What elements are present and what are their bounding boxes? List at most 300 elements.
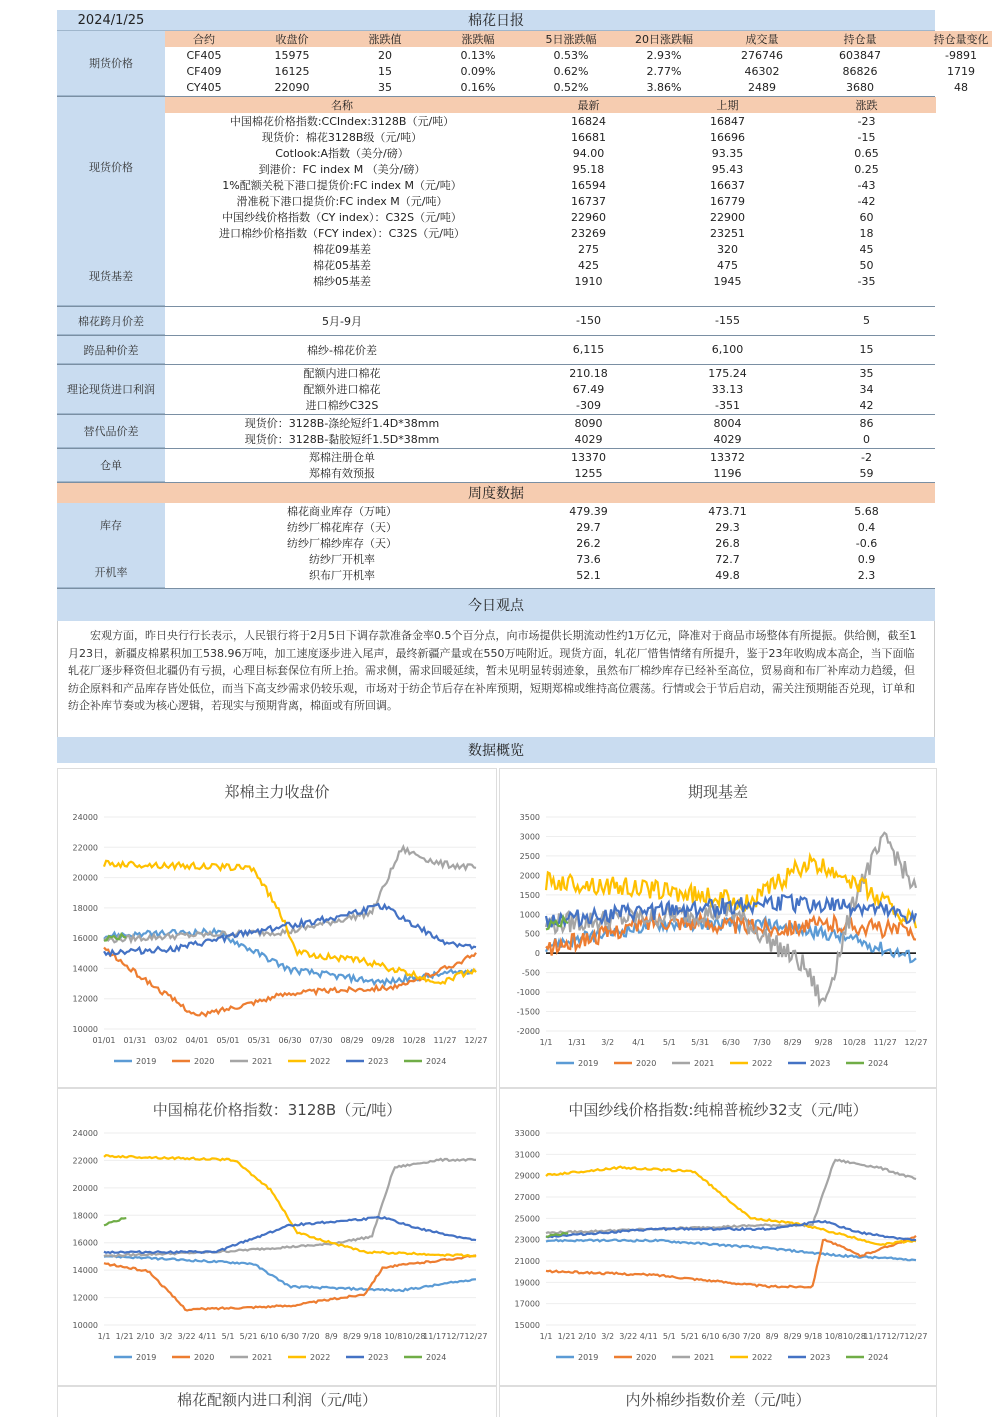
spot-row — [165, 113, 936, 129]
x-tick-label: 1/21 — [557, 1332, 576, 1341]
y-tick-label: 500 — [524, 929, 540, 939]
spot-row — [165, 273, 936, 289]
weekly-cell: 49.8 — [715, 568, 740, 582]
y-tick-label: 3000 — [519, 832, 540, 842]
x-tick-label: 05/01 — [216, 1036, 240, 1045]
weekly-cell: 棉花商业库存（万吨） — [287, 505, 397, 518]
spot-cell: 16779 — [710, 194, 745, 208]
x-tick-label: 4/11 — [639, 1332, 658, 1341]
chart-basis-title: 期现基差 — [687, 783, 748, 801]
import-profit-cell: 35 — [859, 366, 874, 380]
weekly-cell: 5.68 — [854, 504, 879, 518]
spot-cell: 425 — [578, 258, 599, 272]
spot-cell: 16847 — [710, 114, 745, 128]
report-date: 2024/1/25 — [77, 12, 145, 28]
weekly-section — [57, 503, 935, 589]
x-tick-label: 1/1 — [539, 1332, 553, 1341]
spot-cell: 16681 — [571, 130, 606, 144]
x-tick-label: 10/8 — [824, 1332, 843, 1341]
y-tick-label: 10000 — [72, 1321, 98, 1330]
spread-cross-section — [57, 336, 935, 365]
x-tick-label: 11/17 — [423, 1332, 447, 1341]
chart-zce-close-title: 郑棉主力收盘价 — [224, 783, 330, 801]
spot-cell: Cotlook:A指数（美分/磅） — [275, 147, 409, 160]
x-tick-label: 5/21 — [239, 1332, 258, 1341]
series-line-2021 — [104, 1159, 476, 1257]
series-line-2019 — [104, 1256, 476, 1292]
spread-month-latest: -150 — [576, 314, 601, 327]
spot-cell: 1910 — [574, 274, 603, 288]
x-tick-label: 3/22 — [619, 1332, 638, 1341]
spot-cell: 23251 — [710, 226, 745, 240]
futures-section — [57, 31, 989, 97]
substitute-cell: 现货价：3128B-涤纶短纤1.4D*38mm — [244, 417, 440, 430]
x-tick-label: 01/31 — [123, 1036, 147, 1045]
today-view-text: 宏观方面，昨日央行行长表示，人民银行将于2月5日下调存款准备金率0.5个百分点，向市场提供长期流动性约1万亿元，降准对于商品市场整体有所提振。供给侧，截至1月23日，新疆皮棉累积加工538.96万吨，加工速度逐步进入尾声，最终新疆产量或在550万吨附近。现货方面，轧花厂惜售情绪有所提升，鉴于23年收购成本高企，当下面临轧花厂逐步释资但北疆仍有亏损，心理目标套保位有所上抬。需求侧，需求回暖延续，暂未见明显转弱迹象，虽然布厂棉纱库存已经补至高位，贸易商和布厂补库动力趋缓，但纺企原料和产品库存皆处低位，而当下高支纱需求仍较乐观，市场对于纺企节后存在补库预期，短期郑棉或维持高位震荡。行情或会于节后启动，需关注预期能否兑现，订单和纺企补库节奏或为核心逻辑，若现实与预期背离，棉面或有所回调。 — [57, 621, 935, 737]
charts-area — [57, 768, 935, 1409]
spread-cross-label: 跨品种价差 — [57, 336, 165, 364]
futures-cell: 0.13% — [460, 48, 496, 62]
y-tick-label: 22000 — [72, 843, 98, 853]
futures-row — [165, 63, 992, 79]
spot-header-cell: 名称 — [331, 99, 353, 112]
futures-cell: 2.93% — [646, 48, 682, 62]
y-tick-label: 12000 — [72, 994, 98, 1004]
y-tick-label: 16000 — [72, 934, 98, 944]
legend-label: 2019 — [578, 1059, 599, 1068]
spread-cross-name: 棉纱-棉花价差 — [307, 343, 377, 357]
futures-cell: 2.77% — [646, 64, 682, 78]
spread-cross-chg: 15 — [859, 343, 874, 356]
legend-label: 2023 — [810, 1353, 831, 1362]
y-tick-label: 1500 — [519, 890, 540, 900]
substitute-cell: 4029 — [713, 432, 742, 446]
spot-cell: 95.18 — [572, 162, 605, 176]
spot-cell: 棉纱05基差 — [313, 275, 371, 288]
warehouse-cell: 1255 — [574, 466, 603, 480]
x-tick-label: 10/28 — [842, 1038, 866, 1047]
spot-header-cell: 涨跌 — [855, 99, 878, 112]
x-tick-label: 3/2 — [601, 1332, 615, 1341]
spot-cell: -43 — [857, 178, 876, 192]
substitute-row — [165, 431, 936, 447]
futures-row — [165, 79, 992, 95]
basis-label: 现货基差 — [89, 269, 133, 283]
spot-cell: 1%配额关税下港口提货价:FC index M（元/吨） — [222, 179, 462, 192]
chart-basis-plot — [500, 769, 936, 1087]
x-tick-label: 10/28 — [402, 1036, 426, 1045]
import-profit-cell: 33.13 — [711, 382, 744, 396]
weekly-cell: 0.9 — [857, 552, 876, 566]
stock-label: 库存 — [100, 518, 122, 532]
x-tick-label: 3/22 — [177, 1332, 196, 1341]
legend-label: 2020 — [194, 1353, 215, 1362]
warehouse-row — [165, 465, 936, 481]
substitute-label: 替代品价差 — [57, 415, 165, 448]
legend-label: 2023 — [810, 1059, 831, 1068]
futures-cell: 0.62% — [553, 64, 589, 78]
spot-cell: 0.65 — [854, 146, 879, 160]
spread-month-section — [57, 307, 935, 336]
chart-import-profit-title: 棉花配额内进口利润（元/吨） — [176, 1391, 378, 1409]
futures-header-cell: 20日涨跌幅 — [635, 33, 693, 46]
y-tick-label: 27000 — [514, 1193, 540, 1202]
y-tick-label: 25000 — [514, 1214, 540, 1224]
x-tick-label: 8/9 — [324, 1332, 338, 1341]
spot-cell: 16696 — [710, 130, 745, 144]
spot-cell: 22900 — [710, 210, 745, 224]
legend-label: 2024 — [426, 1353, 447, 1362]
spot-cell: -15 — [857, 130, 876, 144]
x-tick-label: 6/30 — [281, 1332, 299, 1341]
spread-month-name: 5月-9月 — [322, 314, 362, 328]
chart-basis — [499, 768, 937, 1088]
spread-month-label: 棉花跨月价差 — [57, 307, 165, 335]
substitute-cell: 0 — [863, 432, 870, 446]
x-tick-label: 5/31 — [691, 1038, 710, 1047]
chart-yarn-spread-title: 内外棉纱指数价差（元/吨） — [625, 1391, 811, 1409]
x-tick-label: 1/31 — [567, 1038, 586, 1047]
x-tick-label: 11/27 — [433, 1036, 457, 1045]
weekly-row — [165, 551, 936, 567]
x-tick-label: 5/1 — [662, 1038, 676, 1047]
futures-header-cell: 5日涨跌幅 — [545, 33, 597, 46]
futures-header-cell: 合约 — [193, 33, 215, 46]
warehouse-row — [165, 449, 936, 465]
weekly-cell: 0.4 — [857, 520, 876, 534]
x-tick-label: 9/18 — [804, 1332, 823, 1341]
legend-label: 2021 — [694, 1059, 715, 1068]
spot-cell: 16594 — [571, 178, 606, 192]
futures-row — [165, 47, 992, 63]
rate-label: 开机率 — [94, 565, 128, 579]
spot-label: 现货价格 — [89, 160, 133, 174]
x-tick-label: 12/27 — [464, 1036, 488, 1045]
x-tick-label: 10/28 — [842, 1332, 866, 1341]
x-tick-label: 12/27 — [904, 1332, 928, 1341]
legend-label: 2021 — [252, 1057, 273, 1066]
y-tick-label: 0 — [534, 949, 540, 959]
weekly-row — [165, 503, 936, 519]
import-profit-cell: -351 — [715, 398, 740, 412]
legend-label: 2022 — [310, 1057, 331, 1066]
x-tick-label: 5/1 — [662, 1332, 676, 1341]
spot-cell: 50 — [859, 258, 874, 272]
substitute-cell: 现货价：3128B-黏胶短纤1.5D*38mm — [244, 433, 440, 446]
x-tick-label: 9/28 — [814, 1038, 833, 1047]
x-tick-label: 1/1 — [97, 1332, 111, 1341]
legend-label: 2019 — [136, 1353, 157, 1362]
x-tick-label: 05/31 — [247, 1036, 271, 1045]
x-tick-label: 12/27 — [464, 1332, 488, 1341]
spread-cross-latest: 6,115 — [572, 343, 605, 356]
import-profit-row — [165, 365, 936, 381]
spot-cell: 棉花09基差 — [313, 243, 371, 256]
y-tick-label: 31000 — [514, 1150, 540, 1160]
chart-cc-index — [57, 1088, 497, 1386]
spot-cell: 475 — [717, 258, 738, 272]
warehouse-cell: 郑棉有效预报 — [309, 467, 375, 480]
spot-cell: -35 — [857, 274, 876, 288]
warehouse-cell: 1196 — [713, 466, 742, 480]
weekly-cell: 479.39 — [569, 504, 608, 518]
y-tick-label: 15000 — [514, 1321, 540, 1330]
futures-cell: 15 — [378, 64, 392, 78]
legend-label: 2023 — [368, 1057, 389, 1066]
series-line-2023 — [104, 904, 476, 955]
weekly-cell: 73.6 — [576, 552, 601, 566]
weekly-cell: 纺纱厂开机率 — [309, 553, 375, 566]
futures-cell: 3.86% — [646, 80, 682, 94]
legend-label: 2020 — [636, 1059, 657, 1068]
y-tick-label: 17000 — [514, 1299, 540, 1309]
spot-cell: 1945 — [713, 274, 742, 288]
substitute-cell: 86 — [859, 416, 874, 430]
weekly-cell: 纺纱厂棉纱库存（天） — [287, 537, 397, 550]
weekly-cell: 473.71 — [708, 504, 747, 518]
spot-row — [165, 257, 936, 273]
series-line-2022 — [104, 861, 476, 984]
chart-zce-close-plot — [58, 769, 496, 1087]
futures-cell: 16125 — [274, 64, 310, 78]
weekly-cell: 52.1 — [576, 568, 601, 582]
futures-cell: 1719 — [947, 64, 975, 78]
y-tick-label: 12000 — [72, 1293, 98, 1303]
spot-cell: 22960 — [571, 210, 606, 224]
x-tick-label: 4/1 — [632, 1038, 645, 1047]
y-tick-label: 16000 — [72, 1238, 98, 1248]
spot-row — [165, 177, 936, 193]
chart-cy-index-title: 中国纱线价格指数:纯棉普梳纱32支（元/吨） — [568, 1101, 868, 1119]
x-tick-label: 08/29 — [340, 1036, 364, 1045]
spot-cell: 95.43 — [711, 162, 744, 176]
futures-label: 期货价格 — [57, 31, 165, 96]
legend-label: 2024 — [868, 1353, 889, 1362]
x-tick-label: 1/1 — [539, 1038, 553, 1047]
futures-cell: 0.16% — [460, 80, 496, 94]
futures-header-cell: 收盘价 — [275, 33, 309, 46]
futures-cell: 276746 — [741, 48, 783, 62]
y-tick-label: 14000 — [72, 1266, 98, 1276]
x-tick-label: 7/20 — [301, 1332, 320, 1341]
legend-label: 2019 — [136, 1057, 157, 1066]
spot-cell: 94.00 — [572, 146, 605, 160]
spot-cell: 滑准税下港口提货价:FC index M（元/吨） — [236, 195, 448, 208]
futures-cell: 86826 — [842, 64, 878, 78]
legend-label: 2024 — [426, 1057, 447, 1066]
legend-label: 2022 — [310, 1353, 331, 1362]
spot-cell: 60 — [859, 210, 874, 224]
x-tick-label: 01/01 — [92, 1036, 116, 1045]
legend-label: 2020 — [194, 1057, 215, 1066]
chart-cy-index-plot — [500, 1089, 936, 1385]
x-tick-label: 11/27 — [873, 1038, 897, 1047]
y-tick-label: 21000 — [514, 1257, 540, 1266]
y-tick-label: 20000 — [72, 1183, 98, 1193]
spot-cell: 0.25 — [854, 162, 879, 176]
y-tick-label: 10000 — [72, 1025, 98, 1034]
substitute-row — [165, 415, 936, 431]
x-tick-label: 7/30 — [752, 1038, 771, 1047]
substitute-cell: 4029 — [574, 432, 603, 446]
weekly-row — [165, 535, 936, 551]
futures-cell: 48 — [954, 80, 968, 94]
spot-row — [165, 129, 936, 145]
x-tick-label: 07/30 — [309, 1036, 333, 1045]
substitute-section — [57, 415, 935, 449]
legend-label: 2020 — [636, 1353, 657, 1362]
y-tick-label: 23000 — [514, 1235, 540, 1245]
y-tick-label: 29000 — [514, 1171, 540, 1181]
x-tick-label: 5/21 — [680, 1332, 699, 1341]
series-line-2024 — [104, 1218, 126, 1225]
x-tick-label: 8/29 — [783, 1332, 802, 1341]
y-tick-label: -500 — [521, 968, 540, 978]
import-profit-cell: 进口棉纱C32S — [305, 399, 379, 412]
x-tick-label: 4/11 — [198, 1332, 217, 1341]
warehouse-section — [57, 449, 935, 483]
import-profit-cell: 67.49 — [572, 382, 605, 396]
import-profit-cell: -309 — [576, 398, 601, 412]
futures-cell: 0.53% — [553, 48, 589, 62]
warehouse-cell: -2 — [861, 450, 872, 464]
x-tick-label: 3/2 — [601, 1038, 615, 1047]
y-tick-label: -2000 — [516, 1027, 540, 1036]
spot-header-cell: 最新 — [577, 99, 600, 112]
chart-zce-close — [57, 768, 497, 1088]
warehouse-cell: 13370 — [571, 450, 606, 464]
x-tick-label: 7/20 — [742, 1332, 761, 1341]
x-tick-label: 04/01 — [185, 1036, 209, 1045]
series-line-2022 — [104, 1155, 476, 1257]
legend-label: 2022 — [752, 1353, 773, 1362]
substitute-cell: 8090 — [574, 416, 603, 430]
spot-cell: 16637 — [710, 178, 745, 192]
spot-cell: 93.35 — [711, 146, 744, 160]
spot-cell: 中国纱线价格指数（CY index）：C32S（元/吨） — [222, 211, 462, 224]
x-tick-label: 9/18 — [363, 1332, 382, 1341]
spot-cell: 进口棉纱价格指数（FCY index）：C32S（元/吨） — [219, 227, 465, 240]
x-tick-label: 11/17 — [863, 1332, 887, 1341]
y-tick-label: 14000 — [72, 964, 98, 974]
spot-cell: 中国棉花价格指数:CCIndex:3128B（元/吨） — [229, 115, 455, 128]
spot-cell: 到港价：FC index M （美分/磅） — [258, 163, 426, 176]
spot-cell: 棉花05基差 — [313, 259, 371, 272]
x-tick-label: 2/10 — [136, 1332, 155, 1341]
x-tick-label: 12/27 — [904, 1038, 928, 1047]
import-profit-cell: 34 — [859, 382, 874, 396]
futures-cell: 20 — [378, 48, 392, 62]
today-view-title: 今日观点 — [57, 589, 935, 621]
futures-cell: 22090 — [274, 80, 310, 94]
import-profit-cell: 42 — [859, 398, 874, 412]
spot-cell: -42 — [857, 194, 876, 208]
warehouse-cell: 郑棉注册仓单 — [309, 451, 375, 464]
weekly-cell: 26.2 — [576, 536, 601, 550]
y-tick-label: -1000 — [516, 988, 540, 998]
weekly-row — [165, 519, 936, 535]
futures-cell: 35 — [378, 80, 392, 94]
spot-cell: 16737 — [571, 194, 606, 208]
y-tick-label: 1000 — [519, 910, 540, 920]
spread-month-prev: -155 — [715, 314, 740, 327]
y-tick-label: 18000 — [72, 1211, 98, 1221]
import-profit-cell: 210.18 — [569, 366, 608, 380]
futures-header-row — [165, 31, 992, 47]
futures-header-cell: 成交量 — [745, 33, 779, 46]
weekly-cell: 26.8 — [715, 536, 740, 550]
warehouse-cell: 13372 — [710, 450, 745, 464]
x-tick-label: 6/10 — [260, 1332, 279, 1341]
x-tick-label: 10/8 — [384, 1332, 403, 1341]
legend-label: 2023 — [368, 1353, 389, 1362]
spot-cell: -23 — [857, 114, 876, 128]
futures-cell: 3680 — [846, 80, 874, 94]
weekly-label-cell — [57, 503, 165, 588]
futures-header-cell: 持仓量 — [843, 33, 877, 46]
spot-row — [165, 145, 936, 161]
weekly-cell: 29.3 — [715, 520, 740, 534]
legend-label: 2019 — [578, 1353, 599, 1362]
y-tick-label: 18000 — [72, 903, 98, 913]
weekly-cell: 29.7 — [576, 520, 601, 534]
y-tick-label: 24000 — [72, 813, 98, 822]
spot-header-cell: 上期 — [716, 99, 739, 112]
report-title: 棉花日报 — [468, 13, 524, 29]
chart-cy-index — [499, 1088, 937, 1386]
x-tick-label: 8/9 — [765, 1332, 779, 1341]
x-tick-label: 06/30 — [278, 1036, 302, 1045]
futures-cell: 603847 — [839, 48, 881, 62]
spot-row — [165, 161, 936, 177]
weekly-cell: 72.7 — [715, 552, 740, 566]
futures-header-cell: 涨跌幅 — [461, 33, 495, 46]
import-profit-label: 理论现货进口利润 — [57, 365, 165, 414]
warehouse-label: 仓单 — [57, 449, 165, 482]
spot-header-row — [165, 97, 936, 113]
x-tick-label: 2/10 — [578, 1332, 597, 1341]
x-tick-label: 8/29 — [783, 1038, 802, 1047]
weekly-cell: 2.3 — [857, 568, 876, 582]
futures-cell: 0.52% — [553, 80, 589, 94]
series-line-2020 — [104, 1255, 476, 1310]
import-profit-cell: 配额外进口棉花 — [303, 383, 381, 396]
substitute-cell: 8004 — [713, 416, 742, 430]
overview-title: 数据概览 — [57, 737, 935, 763]
chart-cc-index-title: 中国棉花价格指数：3128B（元/吨） — [152, 1101, 402, 1119]
y-tick-label: 19000 — [514, 1278, 540, 1288]
futures-cell: -9891 — [945, 48, 977, 62]
y-tick-label: -1500 — [516, 1007, 540, 1017]
y-tick-label: 3500 — [519, 813, 540, 822]
x-tick-label: 8/29 — [343, 1332, 361, 1341]
import-profit-cell: 175.24 — [708, 366, 747, 380]
legend-label: 2021 — [252, 1353, 273, 1362]
import-profit-row — [165, 397, 936, 413]
spot-row — [165, 241, 936, 257]
spread-cross-prev: 6,100 — [711, 343, 744, 356]
spot-cell: 45 — [859, 242, 874, 256]
weekly-cell: -0.6 — [855, 536, 878, 550]
spot-row — [165, 209, 936, 225]
weekly-cell: 织布厂开机率 — [309, 569, 375, 582]
futures-cell: CF405 — [186, 48, 222, 62]
spot-row — [165, 193, 936, 209]
futures-cell: 15975 — [274, 48, 310, 62]
legend-label: 2022 — [752, 1059, 773, 1068]
spot-cell: 275 — [578, 242, 599, 256]
spot-label-cell — [57, 97, 165, 306]
